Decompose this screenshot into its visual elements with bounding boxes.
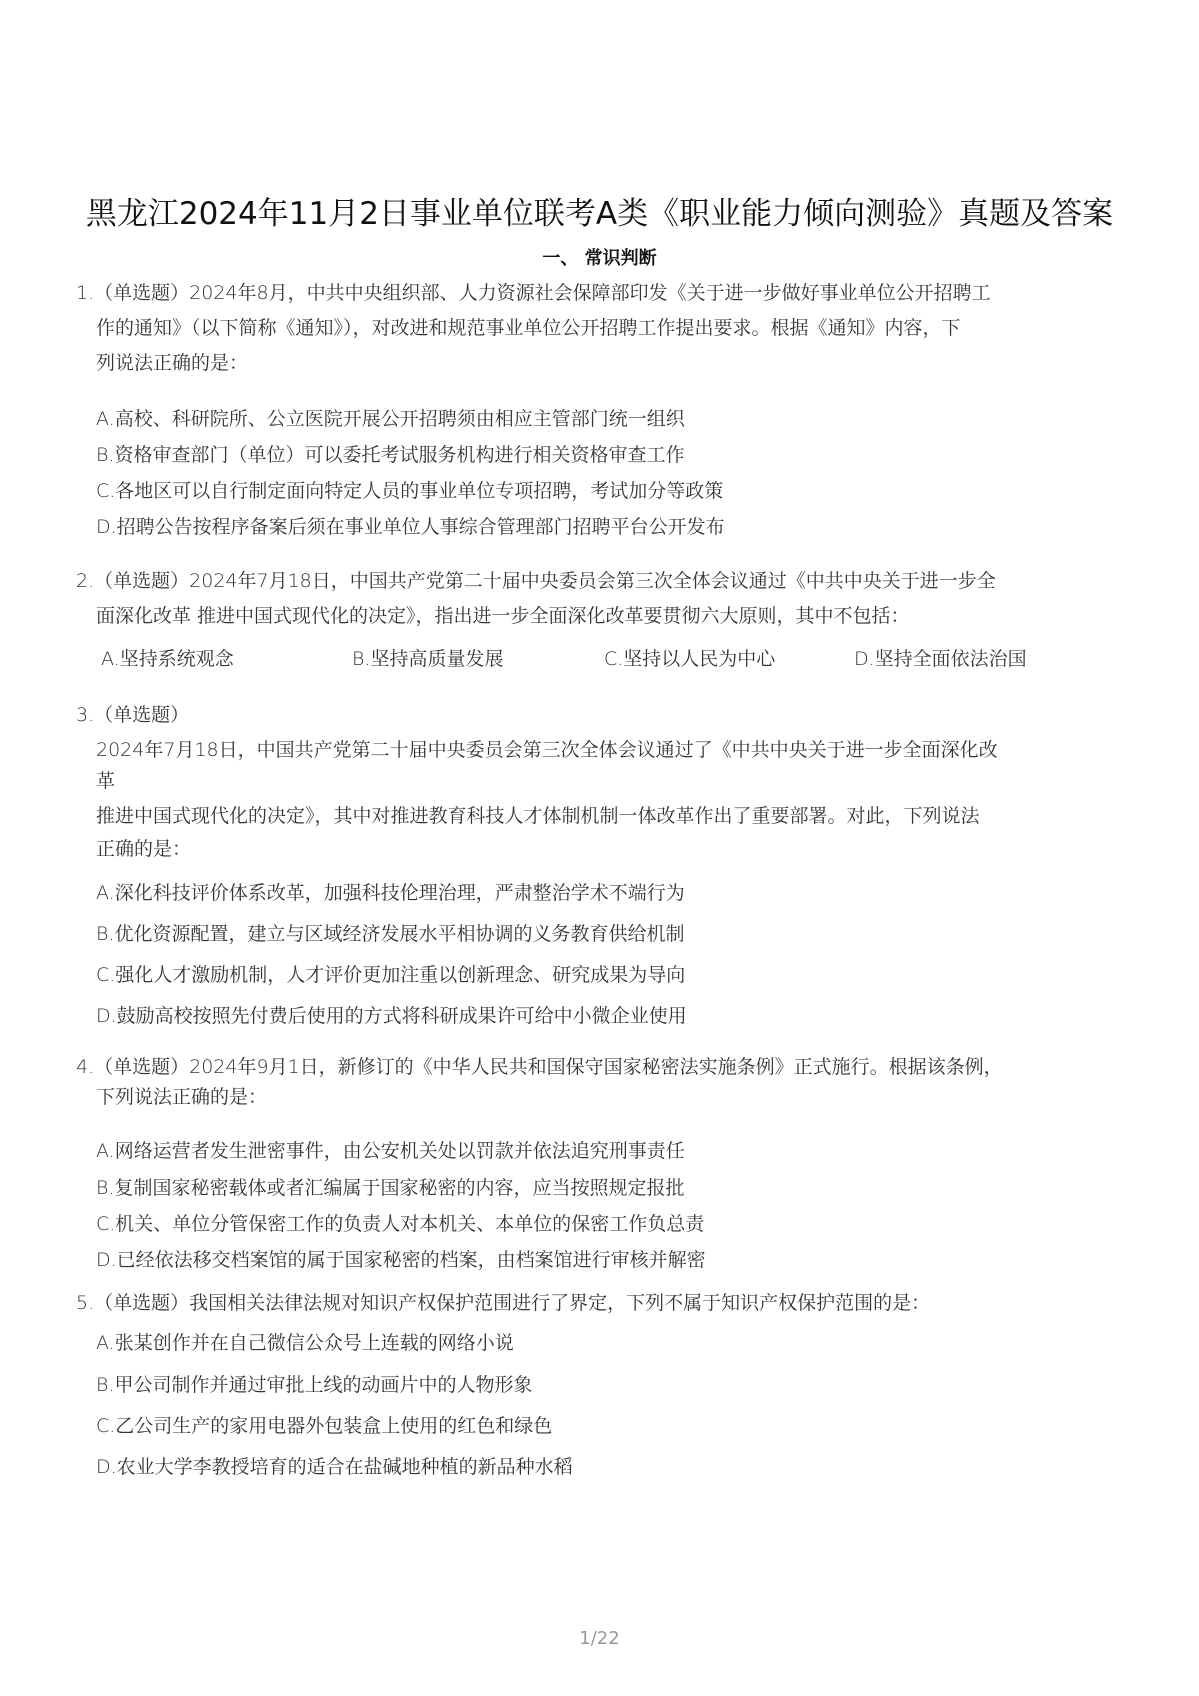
- section-heading: 一、 常识判断: [542, 248, 657, 269]
- q5-option-c: C.乙公司生产的家用电器外包装盒上使用的红色和绿色: [96, 1415, 553, 1437]
- q3-option-b: B.优化资源配置，建立与区域经济发展水平相协调的义务教育供给机制: [96, 923, 685, 945]
- q5-option-b: B.甲公司制作并通过审批上线的动画片中的人物形象: [96, 1374, 533, 1396]
- q2-line-2: 面深化改革 推进中国式现代化的决定》，指出进一步全面深化改革要贯彻六大原则，其中不包括：: [96, 605, 910, 627]
- q5-option-a: A.张某创作并在自己微信公众号上连载的网络小说: [96, 1332, 514, 1354]
- q2-option-a: A.坚持系统观念: [101, 648, 234, 670]
- q4-option-a: A.网络运营者发生泄密事件，由公安机关处以罚款并依法追究刑事责任: [96, 1140, 685, 1162]
- q2-line-1: 2.（单选题）2024年7月18日，中国共产党第二十届中央委员会第三次全体会议通过《中共中央关于进一步全: [76, 570, 996, 592]
- page-number: 1/22: [579, 1628, 620, 1649]
- q3-option-a: A.深化科技评价体系改革，加强科技伦理治理，严肃整治学术不端行为: [96, 882, 685, 904]
- q5-line-1: 5.（单选题）我国相关法律法规对知识产权保护范围进行了界定，下列不属于知识产权保护范围的是：: [76, 1292, 931, 1314]
- q4-option-d: D.已经依法移交档案馆的属于国家秘密的档案，由档案馆进行审核并解密: [96, 1249, 706, 1271]
- q5-option-d: D.农业大学李教授培育的适合在盐碱地种植的新品种水稻: [96, 1456, 573, 1478]
- q4-option-b: B.复制国家秘密载体或者汇编属于国家秘密的内容，应当按照规定报批: [96, 1177, 685, 1199]
- q3-line-5: 正确的是：: [96, 838, 192, 860]
- q1-option-a: A.高校、科研院所、公立医院开展公开招聘须由相应主管部门统一组织: [96, 408, 685, 430]
- q3-option-c: C.强化人才激励机制，人才评价更加注重以创新理念、研究成果为导向: [96, 964, 686, 986]
- q1-line-1: 1.（单选题）2024年8月，中共中央组织部、人力资源社会保障部印发《关于进一步做好事业单位公开招聘工: [76, 282, 991, 304]
- q1-option-c: C.各地区可以自行制定面向特定人员的事业单位专项招聘，考试加分等政策: [96, 480, 724, 502]
- q3-line-3: 革: [96, 770, 116, 792]
- q4-line-2: 下列说法正确的是：: [96, 1086, 268, 1108]
- document-title: 黑龙江2024年11月2日事业单位联考A类《职业能力倾向测验》真题及答案: [85, 196, 1114, 232]
- q1-option-d: D.招聘公告按程序备案后须在事业单位人事综合管理部门招聘平台公开发布: [96, 516, 725, 538]
- q4-line-1: 4.（单选题）2024年9月1日，新修订的《中华人民共和国保守国家秘密法实施条例》正式施行。根据该条例，: [76, 1056, 1003, 1078]
- q2-option-d: D.坚持全面依法治国: [854, 648, 1027, 670]
- q2-option-c: C.坚持以人民为中心: [604, 648, 776, 670]
- q1-line-3: 列说法正确的是：: [96, 352, 249, 374]
- q3-option-d: D.鼓励高校按照先付费后使用的方式将科研成果许可给中小微企业使用: [96, 1005, 687, 1027]
- q3-line-1: 3.（单选题）: [76, 704, 190, 726]
- q1-option-b: B.资格审查部门（单位）可以委托考试服务机构进行相关资格审查工作: [96, 444, 685, 466]
- q4-option-c: C.机关、单位分管保密工作的负责人对本机关、本单位的保密工作负总责: [96, 1213, 705, 1235]
- q2-option-b: B.坚持高质量发展: [352, 648, 504, 670]
- q3-line-4: 推进中国式现代化的决定》，其中对推进教育科技人才体制机制一体改革作出了重要部署。对此，下列说法: [96, 805, 980, 827]
- q3-line-2: 2024年7月18日，中国共产党第二十届中央委员会第三次全体会议通过了《中共中央关于进一步全面深化改: [96, 739, 998, 761]
- q1-line-2: 作的通知》（以下简称《通知》），对改进和规范事业单位公开招聘工作提出要求。根据《通知》内容，下: [96, 317, 961, 339]
